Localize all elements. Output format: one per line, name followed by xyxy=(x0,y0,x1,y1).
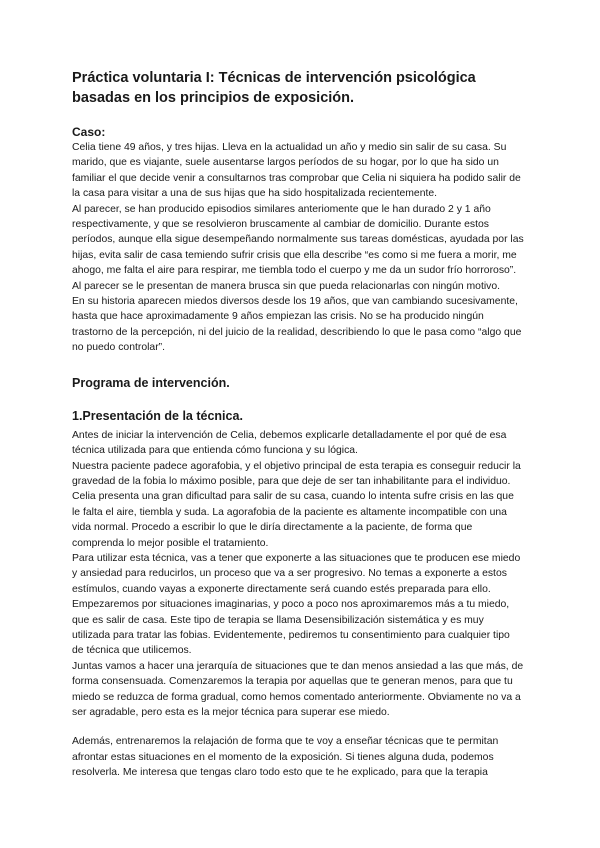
case-body xyxy=(72,140,524,356)
case-paragraph: En su historia aparecen miedos diversos desde los 19 años, que van cambiando sucesivamente, hasta que hace aproximadamente 9 años empiezan las crisis. No se ha producido ningún trastorno de la percepción, ni del juicio de la realidad, describiendo lo que le pasa como “algo que no puedo controlar”. xyxy=(72,296,522,354)
section-paragraph: Además, entrenaremos la relajación de forma que te voy a enseñar técnicas que te permitan afrontar estas situaciones en el momento de la exposición. Si tienes alguna duda, podemos resolverla. Me interesa que tengas claro todo esto que te he explicado, para que la terapia xyxy=(72,736,499,779)
case-heading: Caso: xyxy=(72,125,106,139)
document-title: Práctica voluntaria I: Técnicas de intervención psicológica basadas en los principios de exposición. xyxy=(72,70,476,106)
section-paragraph: Nuestra paciente padece agorafobia, y el objetivo principal de esta terapia es conseguir reducir la gravedad de la fobia lo máximo posible, para que deje de ser tan inhabilitante para el individuo. Celia presenta una gran dificultad para salir de su casa, cuando lo intenta sufre crisis en las que le falta el aire, tiembla y suda. La agorafobia de la paciente es altamente incompatible con una vida normal. Procedo a escribir lo que le diría directamente a la paciente, de forma que comprenda lo mejor posible el tratamiento. xyxy=(72,460,521,549)
section-1-body xyxy=(72,428,524,781)
program-heading: Programa de intervención. xyxy=(72,375,230,390)
case-paragraph: Celia tiene 49 años, y tres hijas. Lleva en la actualidad un año y medio sin salir de su casa. Su marido, que es viajante, suele ausentarse largos períodos de su hogar, por lo que ha sido un familiar el que decide venir a consultarnos tras comprobar que Celia ni siquiera ha podido salir de la casa para visitar a una de sus hijas que ha sido hospitalizada recientemente. xyxy=(72,142,521,200)
document-page xyxy=(72,68,524,781)
case-paragraph: Al parecer, se han producido episodios similares anteriomente que le han durado 2 y 1 año respectivamente, y que se resolvieron bruscamente al cambiar de domicilio. Durante estos períodos, aunque ella sigue desempeñando normalmente sus tareas domésticas, ayudada por las hijas, evita salir de casa temiendo sufrir crisis que ella describe “es como si me fuera a morir, me ahogo, me falta el aire para respirar, me tiembla todo el cuerpo y me da un sudor frío horroroso”. Al parecer se le presentan de manera brusca sin que pueda relacionarlas con ningún motivo. xyxy=(72,203,524,292)
section-1-heading: 1.Presentación de la técnica. xyxy=(72,408,243,423)
section-paragraph: Antes de iniciar la intervención de Celia, debemos explicarle detalladamente el por qué de esa técnica utilizada para que entienda cómo funciona y su lógica. xyxy=(72,429,507,457)
section-paragraph: Para utilizar esta técnica, vas a tener que exponerte a las situaciones que te producen ese miedo y ansiedad para reducirlos, un proceso que va a ser progresivo. No temas a exponerte a estos estímulos, cuando vayas a exponerte directamente será cuando estés preparada para ello. Empezaremos por situaciones imaginarias, y poco a poco nos aproximaremos más a tu miedo, que es salir de casa. Este tipo de terapia se llama Desensibilización sistemática y es muy utilizada para tratar las fobias. Evidentemente, pediremos tu consentimiento para cualquier tipo de técnica que utilicemos. xyxy=(72,552,521,657)
section-paragraph: Juntas vamos a hacer una jerarquía de situaciones que te dan menos ansiedad a las que más, de forma consensuada. Comenzaremos la terapia por aquellas que te generan menos, para que tu miedo se reduzca de forma gradual, como hemos comentado anteriormente. Obviamente no va a ser agradable, pero esta es la mejor técnica para superar ese miedo. xyxy=(72,660,524,718)
